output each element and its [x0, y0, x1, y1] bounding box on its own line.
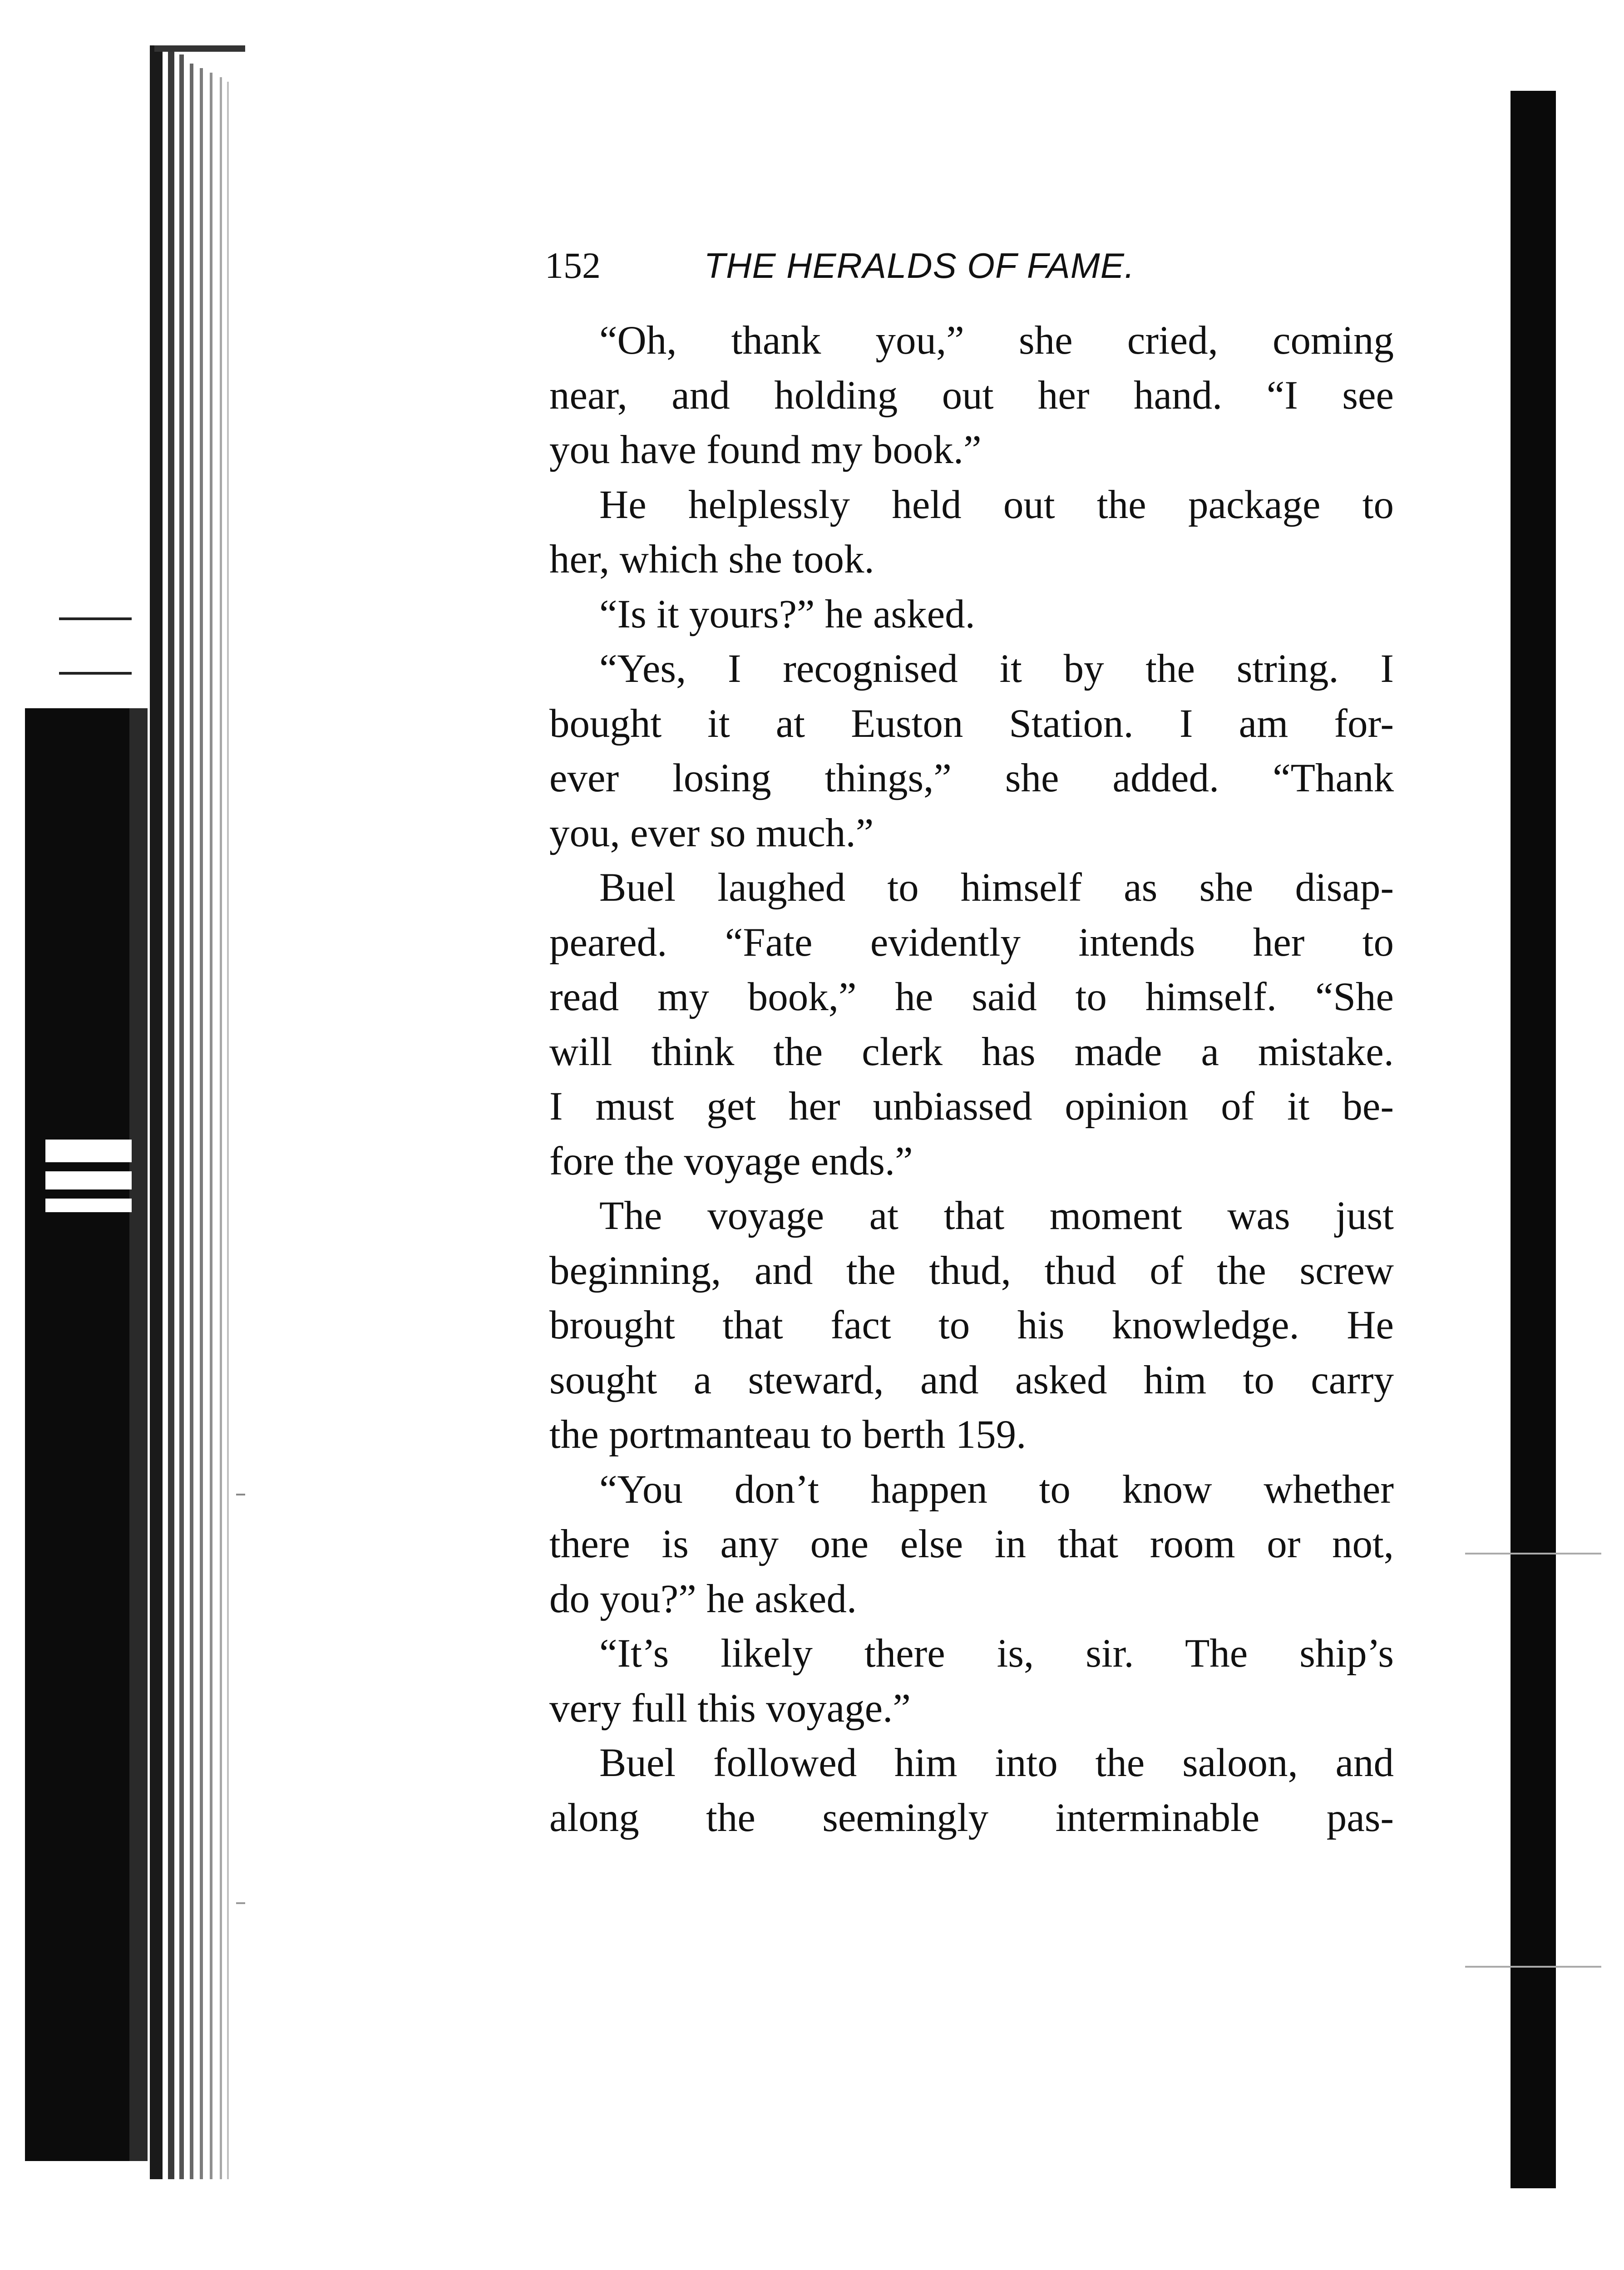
scan-binding-edge-left — [0, 0, 245, 2270]
text-line: you have found my book.” — [549, 428, 982, 472]
text-line: “It’s likely there is, sir. The ship’s — [599, 1631, 1394, 1676]
text-line: I must get her unbiassed opinion of it be- — [549, 1084, 1394, 1129]
text-line: Buel laughed to himself as she disap- — [599, 865, 1394, 910]
text-line: Buel followed him into the saloon, and — [599, 1741, 1394, 1785]
text-line: ever losing things,” she added. “Thank — [549, 756, 1394, 800]
text-line: beginning, and the thud, thud of the screw — [549, 1248, 1394, 1293]
text-line: do you?” he asked. — [549, 1576, 857, 1621]
text-line: read my book,” he said to himself. “She — [549, 975, 1394, 1019]
text-line: very full this voyage.” — [549, 1686, 911, 1731]
text-line: “Oh, thank you,” she cried, coming — [599, 318, 1394, 363]
running-title: THE HERALDS OF FAME. — [704, 246, 1135, 286]
text-line: her, which she took. — [549, 537, 874, 582]
text-line: The voyage at that moment was just — [599, 1194, 1394, 1238]
text-line: near, and holding out her hand. “I see — [549, 373, 1394, 418]
scan-edge-right — [1461, 0, 1624, 2270]
running-header — [545, 236, 1398, 295]
text-line: will think the clerk has made a mistake. — [549, 1029, 1394, 1074]
text-line: you, ever so much.” — [549, 810, 874, 855]
page-number: 152 — [545, 245, 601, 286]
text-line: “Yes, I recognised it by the string. I — [599, 646, 1394, 691]
text-line: along the seemingly interminable pas- — [549, 1795, 1394, 1840]
text-line: sought a steward, and asked him to carry — [549, 1357, 1394, 1402]
text-line: brought that fact to his knowledge. He — [549, 1303, 1394, 1347]
body-text — [549, 313, 1394, 1845]
text-line: “You don’t happen to know whether — [599, 1467, 1394, 1512]
text-line: fore the voyage ends.” — [549, 1139, 913, 1184]
text-line: peared. “Fate evidently intends her to — [549, 920, 1394, 965]
text-line: the portmanteau to berth 159. — [549, 1412, 1027, 1457]
text-line: there is any one else in that room or not, — [549, 1522, 1394, 1566]
text-line: bought it at Euston Station. I am for- — [549, 701, 1394, 746]
text-line: He helplessly held out the package to — [599, 482, 1394, 527]
text-line: “Is it yours?” he asked. — [599, 592, 975, 637]
